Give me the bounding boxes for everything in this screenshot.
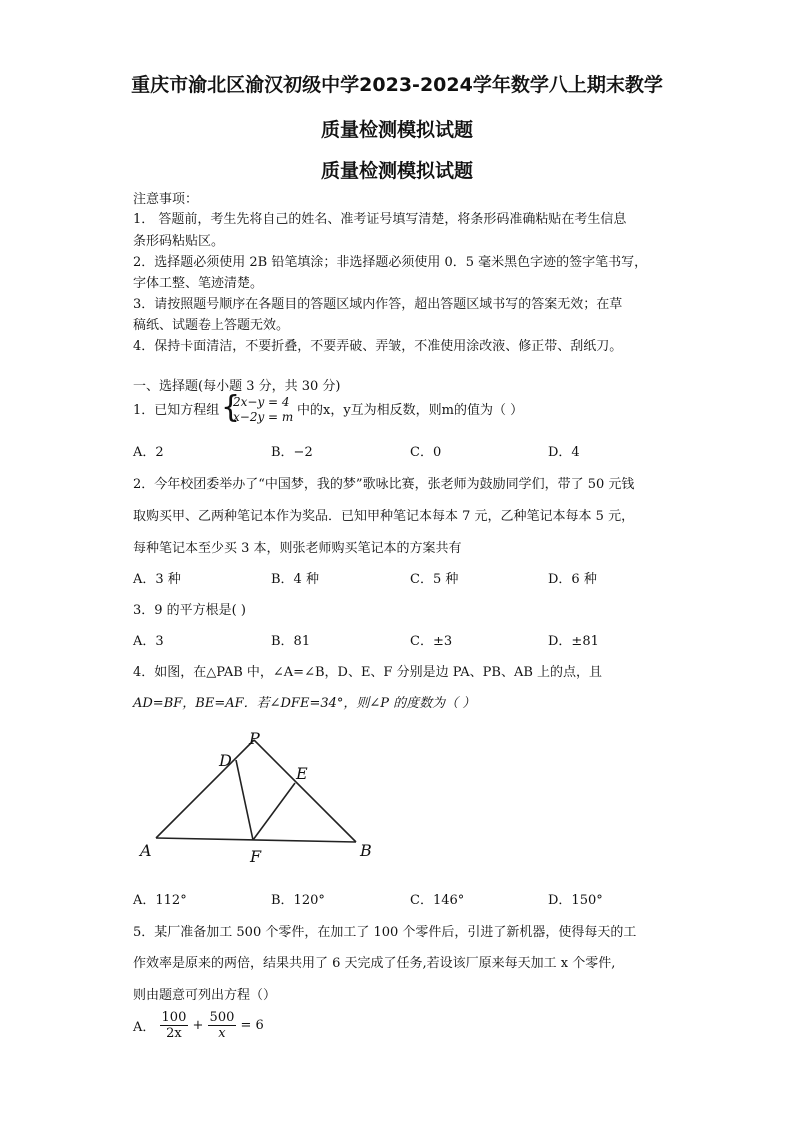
notice-line: 稿纸、试题卷上答题无效。 <box>133 318 290 333</box>
notice-line: 4．保持卡面清洁，不要折叠，不要弄破、弄皱，不准使用涂改液、修正带、刮纸刀。 <box>133 339 623 354</box>
equation-rhs: = 6 <box>240 1018 264 1033</box>
side-ap <box>156 740 254 838</box>
q4-line: AD=BF，BE=AF．若∠DFE=34°，则∠P 的度数为（ ） <box>133 696 476 711</box>
q1-option-c: C．0 <box>410 445 442 460</box>
q3-option-b: B．81 <box>271 634 311 649</box>
q4-option-d: D．150° <box>548 893 603 908</box>
q5-option-a-label: A． <box>133 1020 156 1035</box>
q1-option-d: D．4 <box>548 445 580 460</box>
fraction-denominator: x <box>218 1026 226 1041</box>
q5-option-a <box>133 1010 264 1041</box>
label-e: E <box>296 764 308 783</box>
label-b: B <box>360 841 372 860</box>
q5-line: 作效率是原来的两倍，结果共用了 6 天完成了任务,若设该厂原来每天加工 x 个零件, <box>133 956 616 971</box>
fraction <box>208 1010 237 1041</box>
q2-option-a: A．3 种 <box>133 572 181 587</box>
fraction-numerator: 500 <box>209 1010 235 1025</box>
q5-line: 则由题意可列出方程（） <box>133 988 277 1003</box>
notice-line: 1． 答题前，考生先将自己的姓名、准考证号填写清楚，将条形码准确粘贴在考生信息 <box>133 212 627 227</box>
brace-symbol: { <box>221 390 241 425</box>
segment-df <box>236 760 253 840</box>
fraction-denominator: 2x <box>166 1026 182 1041</box>
label-d: D <box>219 751 232 770</box>
section-heading: 一、选择题(每小题 3 分，共 30 分) <box>133 379 341 394</box>
label-a: A <box>140 841 152 860</box>
page-subtitle: 质量检测模拟试题 <box>320 119 473 141</box>
q1-option-a: A．2 <box>133 445 164 460</box>
q2-option-d: D．6 种 <box>548 572 597 587</box>
q4-option-b: B．120° <box>271 893 325 908</box>
q3-option-d: D．±81 <box>548 634 599 649</box>
triangle-figure <box>130 725 390 870</box>
page-subtitle-repeat: 质量检测模拟试题 <box>320 160 473 182</box>
plus-sign: + <box>192 1018 204 1033</box>
fraction-numerator: 100 <box>161 1010 187 1025</box>
q1-equation-2: x−2y = m <box>233 410 294 424</box>
q3-stem: 3．9 的平方根是( ) <box>133 603 246 618</box>
q1-suffix: 中的x，y互为相反数，则m的值为（ ） <box>297 403 524 418</box>
label-f: F <box>250 847 262 866</box>
q2-line: 2．今年校团委举办了“中国梦，我的梦”歌咏比赛，张老师为鼓励同学们，带了 50 元钱 <box>133 477 635 492</box>
q4-option-a: A．112° <box>133 893 187 908</box>
q1-prefix: 1．已知方程组 <box>133 403 220 418</box>
q1-equation-1: 2x−y = 4 <box>233 395 290 409</box>
label-p: P <box>249 729 260 748</box>
fraction <box>160 1010 189 1041</box>
q5-line: 5．某厂准备加工 500 个零件，在加工了 100 个零件后，引进了新机器，使得每天的工 <box>133 925 637 940</box>
q4-line: 4．如图，在△PAB 中，∠A=∠B，D、E、F 分别是边 PA、PB、AB 上的点，且 <box>133 665 603 680</box>
notice-line: 3．请按照题号顺序在各题目的答题区域内作答，超出答题区域书写的答案无效；在草 <box>133 297 623 312</box>
page-title: 重庆市渝北区渝汉初级中学2023-2024学年数学八上期末教学 <box>131 74 663 96</box>
notice-heading: 注意事项： <box>133 192 199 207</box>
side-ab <box>156 838 356 842</box>
q2-option-b: B．4 种 <box>271 572 319 587</box>
side-pb <box>254 740 356 842</box>
q2-line: 取购买甲、乙两种笔记本作为奖品．已知甲种笔记本每本 7 元，乙种笔记本每本 5 元， <box>133 509 635 524</box>
q4-option-c: C．146° <box>410 893 465 908</box>
q2-option-c: C．5 种 <box>410 572 459 587</box>
segment-fe <box>253 783 295 840</box>
notice-line: 条形码粘贴区。 <box>133 234 225 249</box>
q3-option-a: A．3 <box>133 634 164 649</box>
notice-line: 2．选择题必须使用 2B 铅笔填涂；非选择题必须使用 0．5 毫米黑色字迹的签字笔书写， <box>133 255 648 270</box>
notice-line: 字体工整、笔迹清楚。 <box>133 276 264 291</box>
q1-option-b: B．−2 <box>271 445 313 460</box>
q2-line: 每种笔记本至少买 3 本，则张老师购买笔记本的方案共有 <box>133 541 462 556</box>
q3-option-c: C．±3 <box>410 634 453 649</box>
